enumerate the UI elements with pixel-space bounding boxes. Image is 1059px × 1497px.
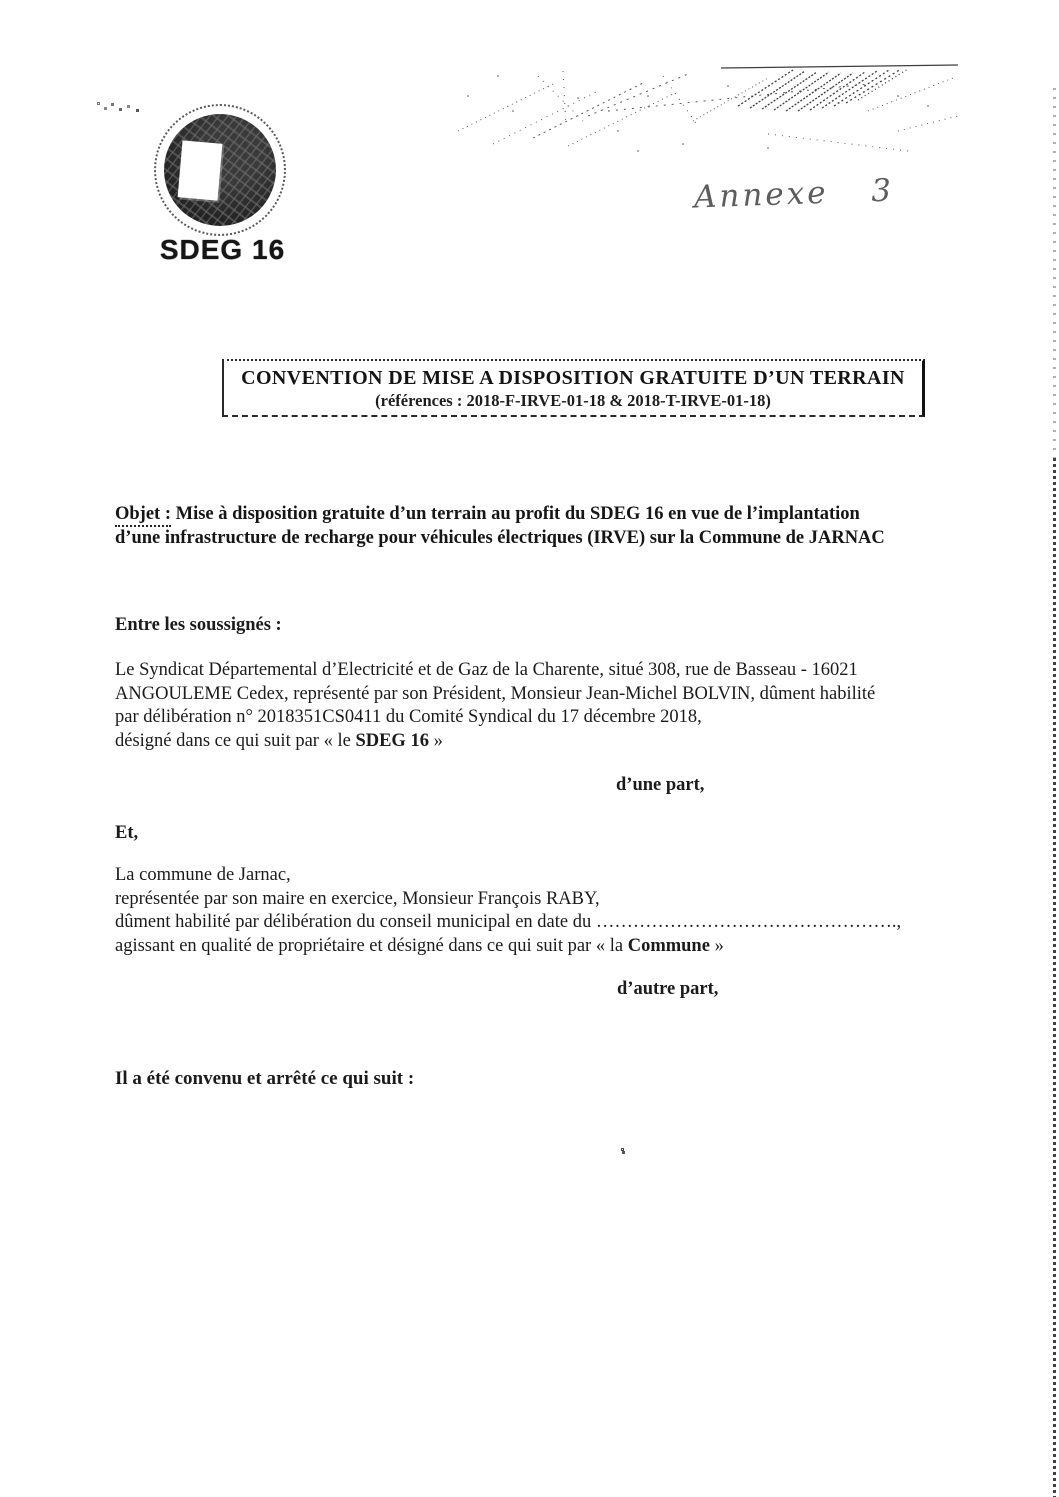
entre-heading: Entre les soussignés : (115, 615, 282, 635)
scan-scratch-noise (438, 56, 960, 156)
document-title: CONVENTION DE MISE A DISPOSITION GRATUITE D’UN TERRAIN (241, 367, 905, 389)
party2-line-4 (115, 935, 927, 959)
party1-line4-suffix: » (428, 730, 443, 751)
scan-speck-bottom (622, 1149, 623, 1150)
dautre-part-label: d’autre part, (617, 979, 719, 999)
party1-line-4 (115, 730, 927, 754)
party2-paragraph (115, 864, 927, 958)
party2-line-3: dûment habilité par délibération du conseil municipal en date du …………………………………………., (115, 912, 902, 932)
scan-specks-top-left (98, 103, 99, 104)
handwritten-annexe-note: Annexe 3 (693, 172, 895, 216)
scan-edge-noise-upper (1053, 88, 1056, 458)
objet-line-2: d’une infrastructure de recharge pour véhicules électriques (IRVE) sur la Commune de JARNAC (115, 527, 885, 548)
objet-paragraph (115, 503, 927, 550)
party1-line-2: ANGOULEME Cedex, représenté par son Président, Monsieur Jean-Michel BOLVIN, dûment habilité (115, 683, 876, 704)
party1-sdeg-bold: SDEG 16 (355, 730, 429, 751)
objet-label: Objet : (115, 504, 171, 527)
logo-white-rectangle (178, 140, 223, 200)
party2-line-2: représentée par son maire en exercice, Monsieur François RABY, (115, 888, 600, 909)
party2-commune-bold: Commune (627, 935, 710, 956)
title-box (222, 359, 925, 417)
objet-line1-text: Mise à disposition gratuite d’un terrain au profit du SDEG 16 en vue de l’implantation (171, 504, 860, 524)
party2-line-1: La commune de Jarnac, (115, 865, 291, 885)
party1-line-1: Le Syndicat Départemental d’Electricité et de Gaz de la Charente, situé 308, rue de Basseau - 16021 (115, 660, 858, 680)
party2-line4-suffix: » (709, 935, 724, 956)
logo-globe-icon (164, 114, 276, 226)
party1-line4-prefix: désigné dans ce qui suit par « le (115, 730, 356, 751)
document-references: (références : 2018-F-IRVE-01-18 & 2018-T-IRVE-01-18) (375, 391, 771, 410)
party1-paragraph (115, 659, 927, 753)
party1-line-3: par délibération n° 2018351CS0411 du Comité Syndical du 17 décembre 2018, (115, 707, 702, 727)
closing-heading: Il a été convenu et arrêté ce qui suit : (115, 1068, 415, 1089)
et-label: Et, (115, 823, 139, 843)
objet-line-1 (115, 503, 927, 527)
party2-line4-prefix: agissant en qualité de propriétaire et désigné dans ce qui suit par « la (115, 935, 628, 956)
logo-text: SDEG 16 (159, 234, 286, 265)
scan-edge-noise-lower (1053, 458, 1056, 1497)
dune-part-label: d’une part, (616, 775, 705, 795)
